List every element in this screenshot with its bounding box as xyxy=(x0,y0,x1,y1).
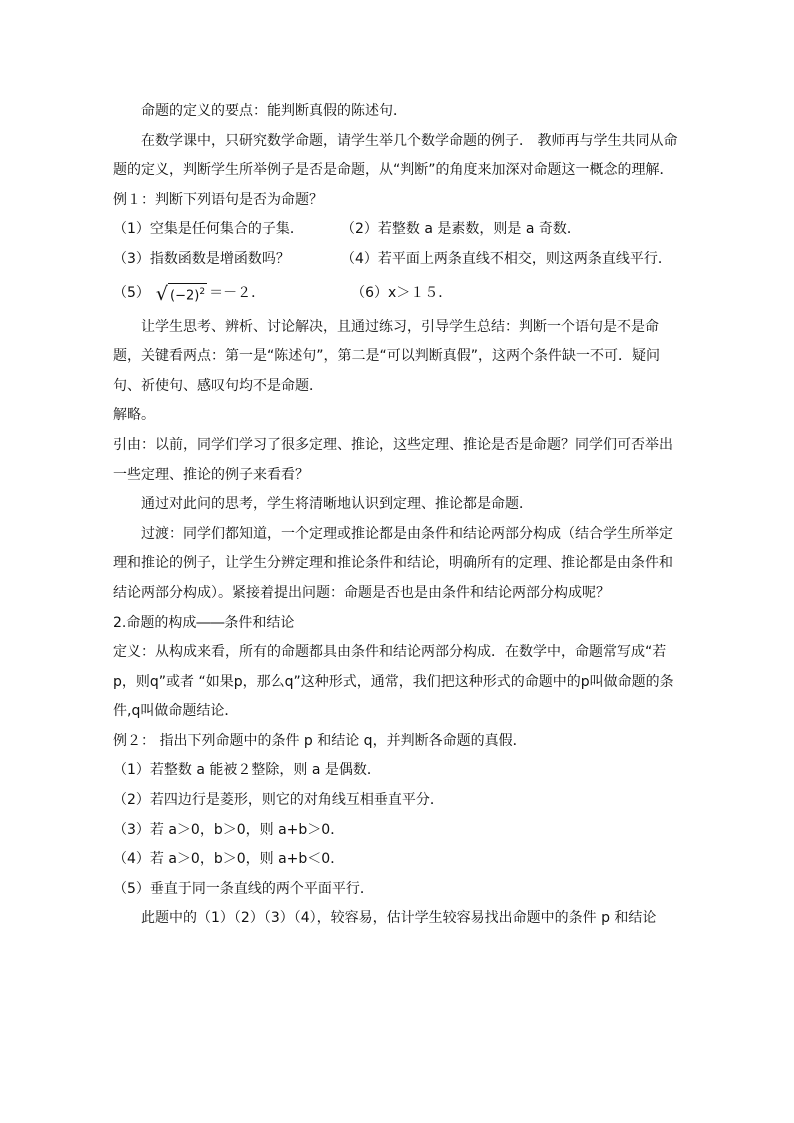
document-body xyxy=(113,97,683,934)
example-1-row-2 xyxy=(113,245,683,275)
example-2-item-3: （3）若 a＞0，b＞0，则 a+b＞0． xyxy=(113,821,345,838)
example-1-item-5-label: （5） xyxy=(113,284,150,301)
paragraph-reflection: 通过对此问的思考，学生将清晰地认识到定理、推论都是命题． xyxy=(141,496,533,513)
example-1-row-1 xyxy=(113,215,683,245)
paragraph-solution-omitted: 解略。 xyxy=(113,407,155,424)
example-1-item-5-rhs: ＝－２． xyxy=(209,284,266,301)
example-2-item-5: （5）垂直于同一条直线的两个平面平行． xyxy=(113,880,374,897)
section-heading-structure: 2.命题的构成――条件和结论 xyxy=(113,614,295,631)
paragraph-teaching-note: 在数学课中，只研究数学命题，请学生举几个数学命题的例子． 教师再与学生共同从命题的定义，判断学生所举例子是否是命题，从“判断”的角度来加深对命题这一概念的理解． xyxy=(113,132,678,179)
sqrt-expression xyxy=(156,283,207,304)
example-1-item-1: （1）空集是任何集合的子集． xyxy=(113,221,304,238)
example-1-item-4: （4）若平面上两条直线不相交，则这两条直线平行． xyxy=(341,250,672,267)
paragraph-definition: 定义：从构成来看，所有的命题都具由条件和结论两部分构成．在数学中，命题常写成“若p，则q”或者 “如果p，那么q”这种形式，通常，我们把这种形式的命题中的p叫做命题的条件,q叫做命题结论． xyxy=(113,644,674,720)
example-2-item-4: （4）若 a＞0，b＞0，则 a+b＜0． xyxy=(113,851,345,868)
radical-sign-icon: √ xyxy=(155,283,169,306)
paragraph-analysis: 此题中的（1）（2）（3）（4），较容易，估计学生较容易找出命题中的条件 p 和结论 xyxy=(141,910,657,927)
paragraph-transition: 过渡：同学们都知道，一个定理或推论都是由条件和结论两部分构成（结合学生所举定理和推论的例子，让学生分辨定理和推论条件和结论，明确所有的定理、推论都是由条件和结论两部分构成）。紧接着提出问题：命题是否也是由条件和结论两部分构成呢？ xyxy=(113,525,673,601)
example-1-row-3 xyxy=(113,275,683,313)
radicand-exponent: 2 xyxy=(199,286,206,297)
example-1-item-3: （3）指数函数是增函数吗？ xyxy=(113,250,290,267)
example-2-item-1: （1）若整数 a 能被２整除，则 a 是偶数． xyxy=(113,762,381,779)
paragraph-summary: 让学生思考、辨析、讨论解决，且通过练习，引导学生总结：判断一个语句是不是命题，关键看两点：第一是“陈述句”，第二是“可以判断真假”，这两个条件缺一不可．疑问句、祈使句、感叹句均不是命题． xyxy=(113,318,661,394)
example-2-item-2: （2）若四边行是菱形，则它的对角线互相垂直平分． xyxy=(113,792,444,809)
example-1-item-2: （2）若整数 a 是素数，则是 a 奇数． xyxy=(341,221,581,238)
example-1-item-6: （6）x＞１５． xyxy=(351,284,453,301)
paragraph-definition-key-point: 命题的定义的要点：能判断真假的陈述句． xyxy=(141,103,407,119)
example-2-title: 例２： 指出下列命题中的条件 p 和结论 q，并判断各命题的真假． xyxy=(113,732,527,749)
sqrt-radicand xyxy=(168,283,207,304)
paragraph-introduction: 引由：以前，同学们学习了很多定理、推论，这些定理、推论是否是命题？同学们可否举出一些定理、推论的例子来看看？ xyxy=(113,436,673,483)
radicand-base: (−2) xyxy=(170,288,200,304)
example-1-title: 例１：判断下列语句是否为命题？ xyxy=(113,191,323,208)
